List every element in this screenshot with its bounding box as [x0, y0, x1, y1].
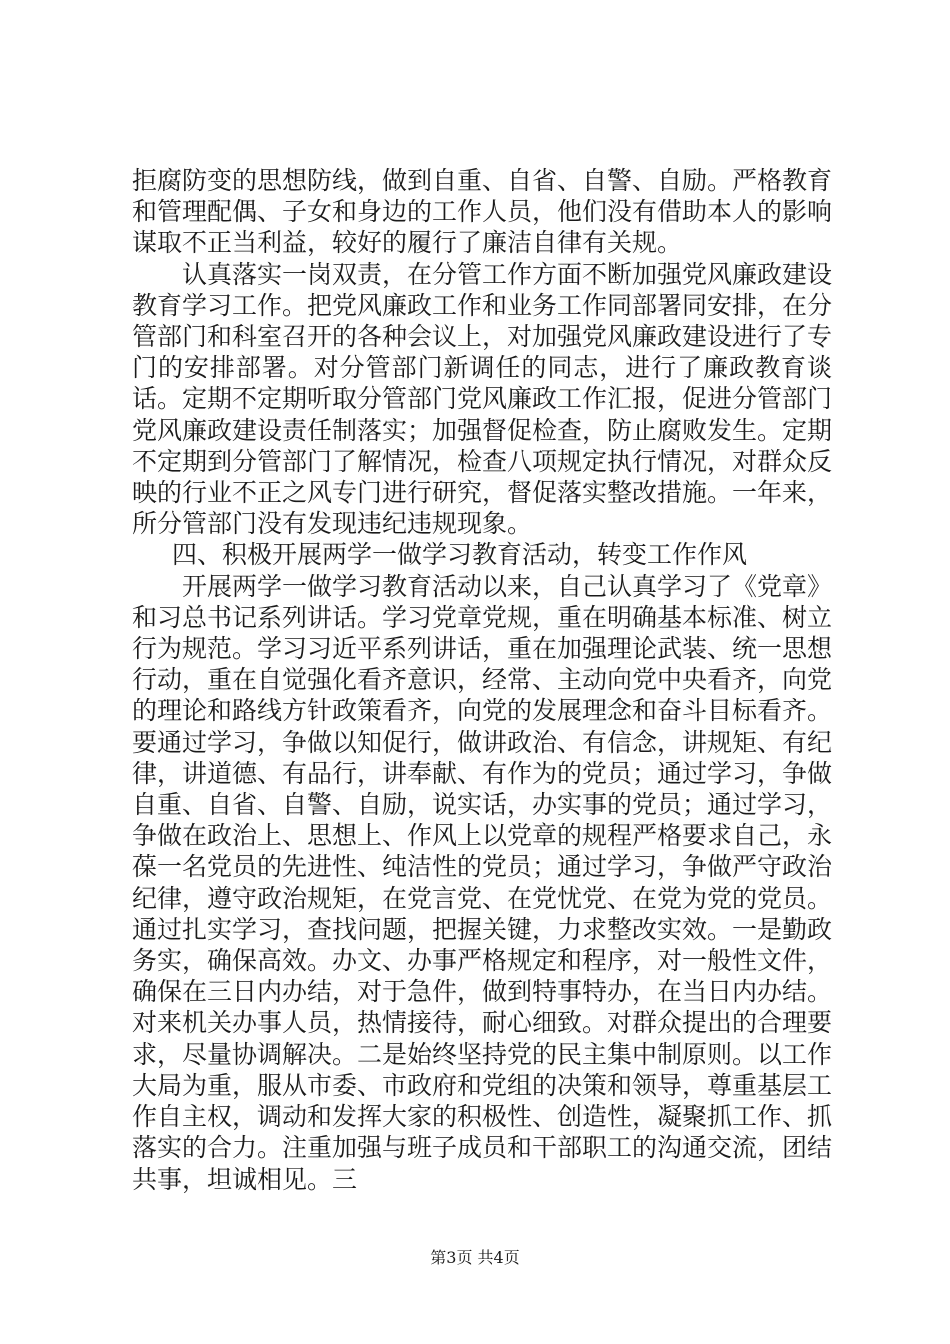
section-heading: 四、积极开展两学一做学习教育活动，转变工作作风 — [172, 540, 748, 570]
page-footer: 第3页 共4页 — [430, 1248, 520, 1267]
paragraph-3: 开展两学一做学习教育活动以来，自己认真学习了《党章》和习总书记系列讲话。学习党章党规，重在明确基本标准、树立行为规范。学习习近平系列讲话，重在加强理论武装、统一思想行动，重在自觉强化看齐意识，经常、主动向党中央看齐，向党的理论和路线方针政策看齐，向党的发展理念和奋斗目标看齐。要通过学习，争做以知促行，做讲政治、有信念，讲规矩、有纪律，讲道德、有品行，讲奉献、有作为的党员；通过学习，争做自重、自省、自警、自励，说实话，办实事的党员；通过学习，争做在政治上、思想上、作风上以党章的规程严格要求自己，永葆一名党员的先进性、纯洁性的党员；通过学习，争做严守政治纪律，遵守政治规矩，在党言党、在党忧党、在党为党的党员。通过扎实学习，查找问题，把握关键，力求整改实效。一是勤政务实，确保高效。办文、办事严格规定和程序，对一般性文件，确保在三日内办结，对于急件，做到特事特办，在当日内办结。对来机关办事人员，热情接待，耐心细致。对群众提出的合理要求，尽量协调解决。二是始终坚持党的民主集中制原则。以工作大局为重，服从市委、市政府和党组的决策和领导，尊重基层工作自主权，调动和发挥大家的积极性、创造性，凝聚抓工作、抓落实的合力。注重加强与班子成员和干部职工的沟通交流，团结共事，坦诚相见。三 — [132, 571, 833, 1194]
paragraph-2: 认真落实一岗双责，在分管工作方面不断加强党风廉政建设教育学习工作。把党风廉政工作和业务工作同部署同安排，在分管部门和科室召开的各种会议上，对加强党风廉政建设进行了专门的安排部署。对分管部门新调任的同志，进行了廉政教育谈话。定期不定期听取分管部门党风廉政工作汇报，促进分管部门党风廉政建设责任制落实；加强督促检查，防止腐败发生。定期不定期到分管部门了解情况，检查八项规定执行情况，对群众反映的行业不正之风专门进行研究，督促落实整改措施。一年来，所分管部门没有发现违纪违规现象。 — [132, 259, 833, 539]
document-body — [132, 165, 832, 1195]
paragraph-1: 拒腐防变的思想防线，做到自重、自省、自警、自励。严格教育和管理配偶、子女和身边的工作人员，他们没有借助本人的影响谋取不正当利益，较好的履行了廉洁自律有关规。 — [132, 166, 833, 258]
